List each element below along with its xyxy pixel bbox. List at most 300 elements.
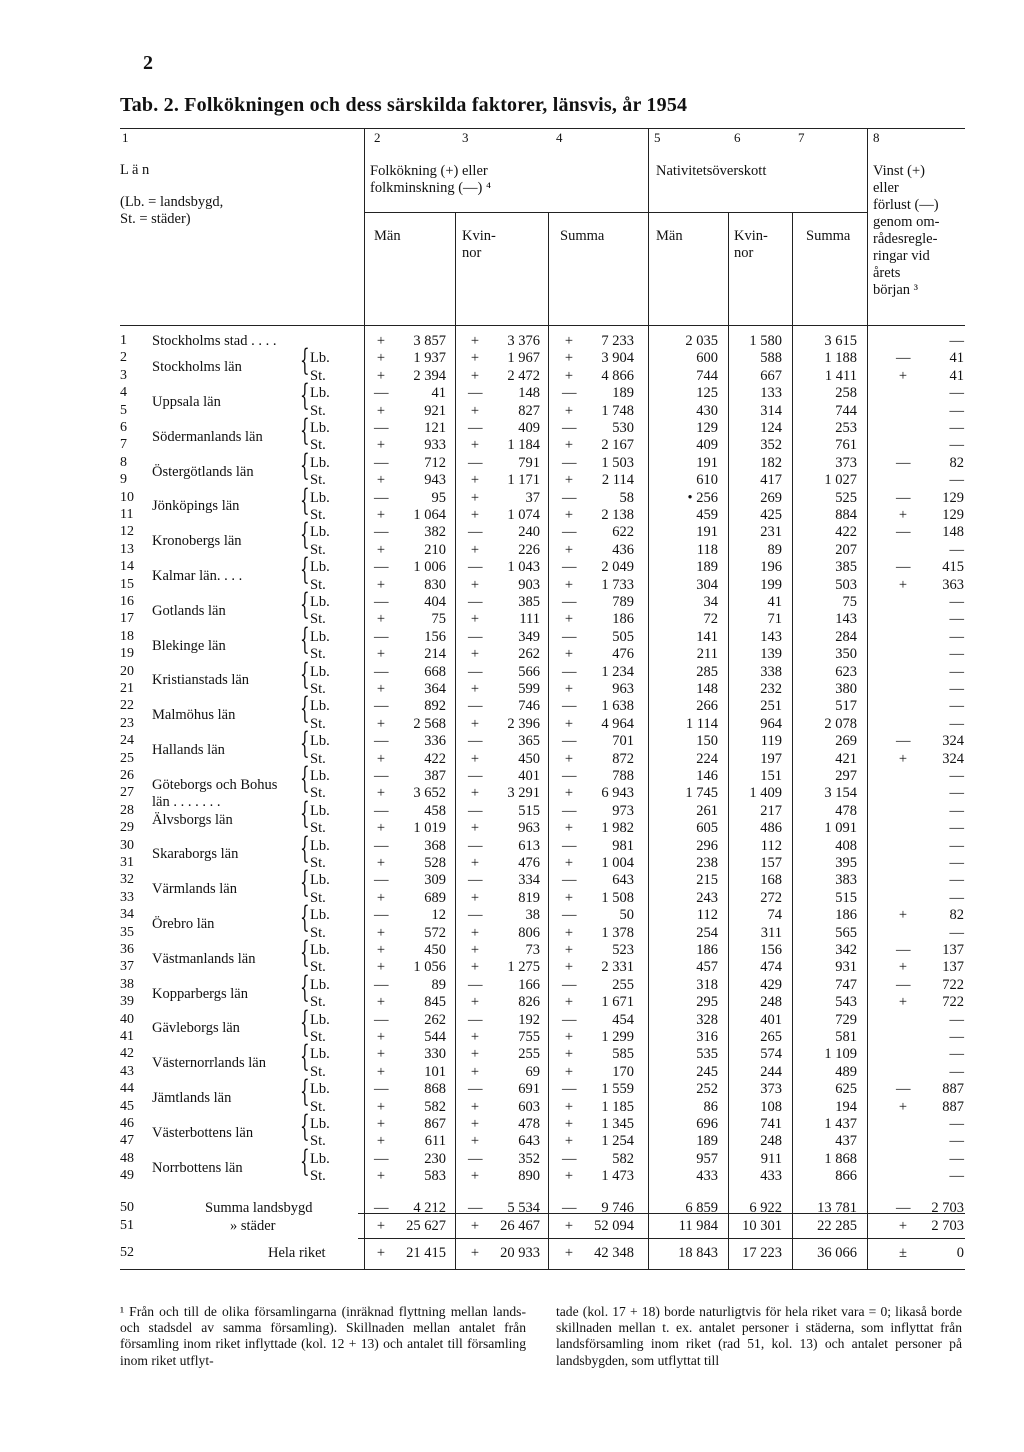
value-cell: 18 843 [678,1245,718,1261]
value-cell: 1 185 [601,1098,634,1115]
value-cell: 253 [835,420,857,436]
sign-cell: + [564,1029,574,1045]
value-cell: 71 [767,611,782,628]
header-women: Kvin- [462,228,496,244]
header-rule [120,325,965,326]
column-divider [455,212,456,1269]
area-type: St. [310,367,326,384]
sign-cell: + [898,959,908,976]
sign-cell: + [564,1245,574,1261]
value-cell: 41 [949,350,964,367]
sign-cell: — [562,1150,577,1167]
value-cell: 148 [942,524,964,541]
value-cell: 582 [612,1150,634,1167]
value-cell: 528 [424,855,446,871]
sign-cell: + [564,333,574,349]
area-type: Lb. [310,802,330,819]
value-cell: — [949,594,964,610]
area-type: Lb. [310,698,330,715]
area-type: St. [310,402,326,419]
value-cell: 943 [424,472,446,489]
value-cell: 868 [424,1081,446,1098]
value-cell: — [949,924,964,941]
sign-cell: + [470,367,480,384]
brace-glyph: { [300,1074,310,1110]
region-name: Blekinge län [152,637,226,654]
sign-cell: — [468,872,483,889]
value-cell: 3 615 [824,333,857,349]
sign-cell: + [564,681,574,697]
area-type: Lb. [310,559,330,576]
row-number: 37 [120,959,134,975]
value-cell: 125 [696,385,718,402]
sign-cell: + [898,576,908,593]
value-cell: 1 437 [824,1116,857,1132]
row-number: 5 [120,402,127,418]
value-cell: 1 982 [601,820,634,837]
value-cell: 903 [518,576,540,593]
sign-cell: + [564,1116,574,1132]
area-type: Lb. [310,1081,330,1098]
value-cell: 210 [424,541,446,558]
value-cell: 316 [696,1029,718,1045]
value-cell: 2 035 [685,333,718,349]
sign-cell: + [564,437,574,454]
value-cell: 13 781 [817,1200,857,1216]
value-cell: 364 [424,681,446,697]
value-cell: 421 [835,750,857,767]
value-cell: 118 [696,541,718,558]
column-number: 2 [374,130,381,145]
value-cell: 2 138 [601,507,634,523]
header-growth: Folkökning (+) eller [370,163,488,179]
value-cell: 474 [760,959,782,976]
value-cell: 476 [612,646,634,663]
value-cell: 2 703 [931,1218,964,1234]
sign-cell: + [564,507,574,523]
table-title: Tab. 2. Folkökningen och dess särskilda faktorer, länsvis, år 1954 [120,94,688,116]
sign-cell: — [374,907,389,924]
area-type: St. [310,646,326,663]
sign-cell: — [562,385,577,402]
value-cell: 1 345 [601,1116,634,1132]
value-cell: 265 [760,1029,782,1045]
region-name: Älvsborgs län [152,811,233,828]
value-cell: 352 [760,437,782,454]
sign-cell: — [374,1150,389,1167]
row-number: 33 [120,889,134,905]
sign-cell: — [374,872,389,889]
value-cell: 309 [424,872,446,889]
value-cell: 139 [760,646,782,663]
sign-cell: + [470,1046,480,1063]
area-type: St. [310,472,326,489]
value-cell: 41 [949,367,964,384]
sign-cell: — [562,524,577,541]
value-cell: 973 [612,802,634,819]
sign-cell: + [376,350,386,367]
row-number: 47 [120,1133,134,1149]
value-cell: 191 [696,454,718,471]
area-type: Lb. [310,976,330,993]
sign-cell: + [898,1098,908,1115]
value-cell: 696 [696,1116,718,1132]
value-cell: — [949,541,964,558]
value-cell: 1 733 [601,576,634,593]
value-cell: 1 503 [601,454,634,471]
value-cell: 605 [696,820,718,837]
value-cell: 38 [525,907,540,924]
column-number: 7 [798,130,805,145]
area-type: Lb. [310,768,330,784]
sign-cell: + [376,576,386,593]
row-number: 38 [120,976,134,992]
value-cell: 701 [612,733,634,750]
region-name: Malmöhus län [152,707,236,724]
column-number: 8 [873,130,880,145]
value-cell: 746 [518,698,540,715]
row-number: 35 [120,924,134,940]
sign-cell: + [376,820,386,837]
sign-cell: + [376,1098,386,1115]
sign-cell: — [374,733,389,750]
header-natural-increase: Nativitetsöverskott [656,163,767,179]
value-cell: 1 275 [507,959,540,976]
value-cell: 503 [835,576,857,593]
sign-cell: + [564,994,574,1011]
brace-glyph: { [300,621,310,657]
row-number: 31 [120,855,134,870]
region-name: Jämtlands län [152,1089,232,1106]
value-cell: 12 [431,907,446,924]
value-cell: 349 [518,628,540,645]
value-cell: 75 [842,594,857,610]
sign-cell: + [470,942,480,958]
brace-glyph: { [300,761,310,796]
sign-cell: + [564,367,574,384]
row-number: 52 [120,1245,134,1260]
region-name: Gävleborgs län [152,1020,240,1037]
sign-cell: — [562,698,577,715]
value-cell: 1 019 [413,820,446,837]
value-cell: 0 [956,1245,964,1261]
value-cell: 437 [835,1133,857,1150]
value-cell: 4 212 [413,1200,446,1216]
sign-cell: — [468,802,483,819]
area-type: Lb. [310,663,330,680]
value-cell: 22 285 [817,1218,857,1234]
value-cell: 1 748 [601,402,634,419]
value-cell: 182 [760,454,782,471]
sign-cell: + [470,681,480,697]
sign-cell: + [376,924,386,941]
value-cell: 314 [760,402,782,419]
value-cell: 168 [760,872,782,889]
column-number: 1 [122,130,129,145]
sign-cell: + [564,402,574,419]
row-number: 21 [120,681,134,696]
value-cell: — [949,628,964,645]
value-cell: 1 745 [685,785,718,802]
value-cell: 2 114 [601,472,634,489]
region-name: Kalmar län. . . . [152,567,243,584]
sign-cell: + [564,750,574,767]
area-type: Lb. [310,524,330,541]
value-cell: — [949,1168,964,1185]
sign-cell: + [376,1168,386,1185]
row-number: 20 [120,663,134,679]
sign-cell: — [374,663,389,680]
row-number: 49 [120,1168,134,1184]
sign-cell: + [564,350,574,367]
value-cell: 254 [696,924,718,941]
value-cell: 368 [424,837,446,854]
value-cell: 585 [612,1046,634,1063]
sign-cell: + [898,994,908,1011]
brace-glyph: { [300,900,310,936]
value-cell: 211 [696,646,718,663]
sign-cell: + [564,959,574,976]
sign-cell: + [564,1046,574,1063]
area-type: Lb. [310,628,330,645]
region-name: Västerbottens län [152,1124,254,1141]
sign-cell: + [470,333,480,349]
brace-glyph: { [300,795,310,831]
sign-cell: + [376,367,386,384]
sign-cell: — [896,489,911,506]
column-divider [548,212,549,1269]
row-number: 43 [120,1063,134,1079]
sign-cell: + [376,889,386,906]
value-cell: 2 703 [931,1200,964,1216]
brace-glyph: { [300,1039,310,1075]
value-cell: — [949,837,964,854]
value-cell: 338 [760,663,782,680]
sign-cell: + [564,855,574,871]
area-type: Lb. [310,837,330,854]
value-cell: — [949,698,964,715]
value-cell: 417 [760,472,782,489]
header-men: Män [656,228,683,244]
value-cell: 75 [431,611,446,628]
sign-cell: + [470,646,480,663]
row-number: 46 [120,1116,134,1131]
value-cell: — [949,385,964,402]
row-number: 40 [120,1011,134,1027]
area-type: Lb. [310,1116,330,1132]
value-cell: 1 091 [824,820,857,837]
sign-cell: — [374,1200,389,1216]
sign-cell: + [470,994,480,1011]
row-number: 12 [120,524,134,540]
value-cell: 761 [835,437,857,454]
row-number: 10 [120,489,134,505]
area-type: St. [310,1168,326,1185]
brace-glyph: { [300,552,310,588]
value-cell: 6 943 [601,785,634,802]
sign-cell: — [468,907,483,924]
sign-cell: — [562,976,577,993]
sign-cell: — [562,1200,577,1216]
column-number: 4 [556,130,563,145]
value-cell: 583 [424,1168,446,1185]
sign-cell: — [374,837,389,854]
header-women: Kvin- [734,228,768,244]
value-cell: 380 [835,681,857,697]
value-cell: 20 933 [500,1245,540,1261]
sign-cell: — [374,628,389,645]
area-type: St. [310,437,326,454]
value-cell: 2 568 [413,715,446,732]
value-cell: 108 [760,1098,782,1115]
value-cell: 261 [696,802,718,819]
value-cell: 251 [760,698,782,715]
value-cell: 689 [424,889,446,906]
value-cell: 395 [835,855,857,871]
value-cell: 1 184 [507,437,540,454]
value-cell: 231 [760,524,782,541]
value-cell: 582 [424,1098,446,1115]
value-cell: 11 984 [678,1218,718,1234]
value-cell: 82 [949,907,964,924]
value-cell: 244 [760,1063,782,1080]
sign-cell: — [468,559,483,576]
sign-cell: — [562,559,577,576]
sign-cell: + [470,1116,480,1132]
value-cell: 744 [696,367,718,384]
header-total: Summa [806,228,851,244]
brace-glyph: { [300,830,310,866]
value-cell: 112 [696,907,718,924]
value-cell: 535 [696,1046,718,1063]
row-number: 22 [120,698,134,714]
sign-cell: — [562,907,577,924]
sign-cell: + [376,1218,386,1234]
row-number: 41 [120,1029,134,1044]
value-cell: 10 301 [742,1218,782,1234]
value-cell: 6 922 [749,1200,782,1216]
value-cell: 101 [424,1063,446,1080]
value-cell: 129 [696,420,718,436]
sign-cell: + [376,942,386,958]
sign-cell: — [468,594,483,610]
value-cell: 194 [835,1098,857,1115]
column-divider [867,128,868,1269]
value-cell: 544 [424,1029,446,1045]
sign-cell: + [376,1029,386,1045]
value-cell: 148 [696,681,718,697]
area-type: St. [310,889,326,906]
value-cell: 141 [696,628,718,645]
value-cell: 1 409 [749,785,782,802]
area-type: Lb. [310,733,330,750]
row-number: 48 [120,1150,134,1166]
sign-cell: — [562,872,577,889]
value-cell: 95 [431,489,446,506]
region-name: Värmlands län [152,881,237,898]
area-type: St. [310,715,326,732]
value-cell: 17 223 [742,1245,782,1261]
value-cell: 2 167 [601,437,634,454]
sign-cell: + [376,681,386,697]
value-cell: 722 [942,976,964,993]
value-cell: 2 472 [507,367,540,384]
value-cell: 921 [424,402,446,419]
value-cell: 186 [612,611,634,628]
value-cell: 137 [942,959,964,976]
area-type: Lb. [310,489,330,506]
row-number: 44 [120,1081,134,1097]
value-cell: 722 [942,994,964,1011]
value-cell: 613 [518,837,540,854]
sign-cell: — [896,942,911,958]
sign-cell: + [564,541,574,558]
value-cell: 667 [760,367,782,384]
value-cell: 143 [760,628,782,645]
value-cell: 387 [424,768,446,784]
value-cell: 911 [760,1150,782,1167]
value-cell: 755 [518,1029,540,1045]
value-cell: 385 [835,559,857,576]
sign-cell: + [564,1063,574,1080]
sign-cell: + [376,611,386,628]
sign-cell: + [564,1133,574,1150]
sign-cell: + [470,402,480,419]
brace-glyph: { [300,656,310,692]
value-cell: 3 857 [413,333,446,349]
value-cell: — [949,802,964,819]
value-cell: 2 331 [601,959,634,976]
value-cell: 845 [424,994,446,1011]
value-cell: 243 [696,889,718,906]
sign-cell: — [562,594,577,610]
area-type: Lb. [310,872,330,889]
row-number: 25 [120,750,134,766]
value-cell: 248 [760,994,782,1011]
value-cell: 401 [518,768,540,784]
header-lan: L ä n [120,162,150,178]
sign-cell: — [468,837,483,854]
row-number: 32 [120,872,134,888]
area-type: St. [310,576,326,593]
value-cell: 3 291 [507,785,540,802]
brace-glyph: { [300,1109,310,1144]
value-cell: 5 534 [507,1200,540,1216]
header-growth: folkminskning (—) ⁴ [370,180,492,196]
value-cell: 240 [518,524,540,541]
row-number: 42 [120,1046,134,1062]
value-cell: 747 [835,976,857,993]
column-divider [364,128,365,1269]
value-cell: 124 [760,420,782,436]
sign-cell: + [470,507,480,523]
sign-cell: — [374,802,389,819]
sign-cell: — [468,1200,483,1216]
value-cell: 436 [612,541,634,558]
value-cell: 543 [835,994,857,1011]
sign-cell: + [376,1046,386,1063]
value-cell: 525 [835,489,857,506]
sign-cell: — [562,628,577,645]
value-cell: 1 254 [601,1133,634,1150]
header-net-boundary: genom om- [873,214,940,230]
sign-cell: + [376,1133,386,1150]
value-cell: 826 [518,994,540,1011]
sign-cell: + [898,750,908,767]
sign-cell: — [562,1011,577,1028]
row-number: 14 [120,559,134,575]
value-cell: 1 559 [601,1081,634,1098]
